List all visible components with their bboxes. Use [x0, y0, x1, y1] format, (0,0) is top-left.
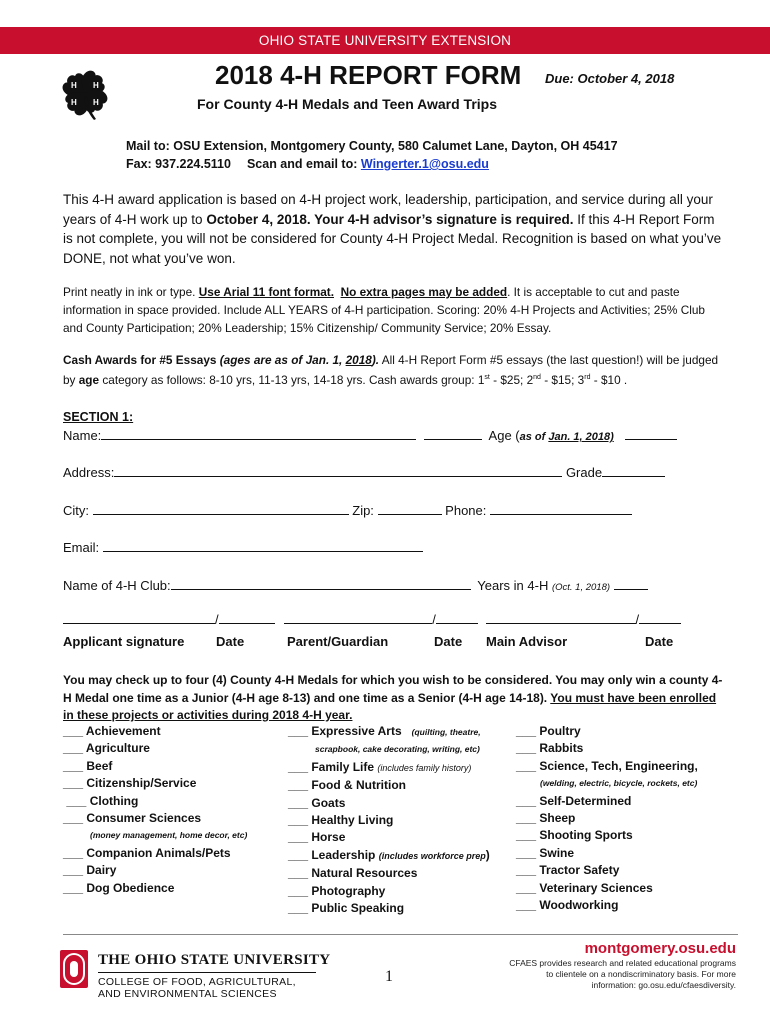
medal-option[interactable]: ___ Woodworking [516, 898, 619, 913]
name-field[interactable] [101, 428, 416, 440]
applicant-signature-field[interactable] [63, 612, 215, 624]
signature-lines: / / / [63, 612, 681, 627]
address-label: Address: [63, 465, 115, 480]
fax-scan-line [126, 155, 618, 173]
zip-label: Zip: [352, 503, 374, 518]
parent-date-field[interactable] [436, 612, 478, 624]
medal-option[interactable]: ___ Self-Determined [516, 793, 632, 808]
medal-option[interactable]: ___ Dog Obedience [63, 880, 175, 895]
medal-option[interactable]: ___ Agriculture [63, 741, 150, 756]
leadership-label: ___ Leadership [288, 847, 376, 862]
medal-option[interactable]: ___ Horse [288, 830, 346, 845]
mail-address: Mail to: OSU Extension, Montgomery County, 580 Calumet Lane, Dayton, OH 45417 [126, 139, 618, 153]
club-label: Name of 4-H Club: [63, 578, 171, 593]
medal-option[interactable]: ___ Photography [288, 883, 386, 898]
scan-label: Scan and email to: [246, 157, 361, 171]
city-row [63, 503, 632, 518]
form-title: 2018 4-H REPORT FORM [215, 60, 522, 90]
university-rule [98, 972, 316, 973]
zip-field[interactable] [378, 503, 442, 515]
page-number: 1 [385, 968, 393, 985]
medal-option[interactable]: ___ Natural Resources [288, 866, 418, 881]
cash-awards-text: All 4-H Report Form #5 essays (the last question!) will be judged by [63, 353, 719, 387]
medal-option-expressive-arts[interactable] [288, 723, 490, 741]
date-label-1: Date [216, 634, 245, 649]
years-label: Years in 4-H [477, 578, 552, 593]
medal-option[interactable]: ___ Swine [516, 845, 575, 860]
intro-text-end: If this 4-H Report Form is not complete, you will not be considered for County 4-H Project Medal. Recognition is based on what you’ve DONE, not what you’ve won. [63, 211, 722, 266]
medal-option[interactable]: ___ Shooting Sports [516, 828, 633, 843]
club-row [63, 578, 648, 593]
expressive-arts-note: (quilting, theatre, [411, 727, 481, 737]
instructions-text: Print neatly in ink or type. [63, 285, 199, 299]
medal-option[interactable]: ___ Science, Tech, Engineering, [516, 758, 698, 773]
parent-signature-field[interactable] [284, 612, 432, 624]
medal-option[interactable]: ___ Dairy [63, 863, 117, 878]
phone-label: Phone: [445, 503, 487, 518]
medal-enrollment-note: You must have been enrolled in these projects or activities during 2018 4-H year. [63, 690, 717, 722]
svg-text:H: H [71, 98, 77, 107]
instructions-paragraph [63, 283, 723, 337]
medal-option[interactable]: ___ Companion Animals/Pets [63, 845, 231, 860]
svg-text:H: H [93, 81, 99, 90]
intro-paragraph [63, 190, 723, 268]
intro-text: This 4-H award application is based on 4-H project work, leadership, participation, and service during all your years of 4-H work up to [63, 192, 713, 227]
website-link[interactable]: montgomery.osu.edu [584, 940, 736, 957]
expressive-arts-note-2: scrapbook, cake decorating, writing, etc) [315, 744, 480, 755]
age-date: Jan. 1, 2018) [548, 431, 614, 443]
cash-text-b: category as follows: 8-10 yrs, 11-13 yrs, 14-18 yrs. Cash awards group: 1 [99, 372, 485, 387]
email-label: Email: [63, 540, 100, 555]
ages-note: (ages are as of Jan. 1, [219, 353, 346, 367]
medal-option-family-life[interactable] [288, 759, 490, 777]
sup-2: nd [533, 374, 541, 381]
mailing-info [126, 137, 618, 173]
medal-option[interactable]: ___ Sheep [516, 811, 576, 826]
age-asof: as of [519, 431, 549, 443]
nondiscrimination-statement: CFAES provides research and related educational programs to clientele on a nondiscriminatory basis. For more information: go.osu.edu/cfaesdiversity. [509, 958, 736, 990]
medal-option[interactable]: ___ Clothing [63, 793, 139, 808]
expressive-arts-label: ___ Expressive Arts [288, 724, 402, 738]
family-life-label: ___ Family Life [288, 759, 375, 774]
phone-field[interactable] [490, 503, 632, 515]
medal-option[interactable]: ___ Beef [63, 758, 113, 773]
science-tech-note: (welding, electric, bicycle, rockets, etc) [540, 778, 698, 789]
ages-note-end: ). [371, 353, 380, 367]
consumer-sciences-note: (money management, home decor, etc) [90, 830, 248, 841]
medal-option[interactable]: ___ Healthy Living [288, 813, 394, 828]
medal-column-1 [63, 723, 247, 897]
svg-text:H: H [93, 98, 99, 107]
grade-label: Grade [565, 465, 603, 480]
age-label: Age ( [488, 428, 520, 443]
font-instruction: Use Arial 11 font format. [198, 285, 334, 299]
medal-option[interactable]: ___ Consumer Sciences [63, 811, 202, 826]
sup-3: rd [584, 374, 591, 381]
section-1-heading: SECTION 1: [63, 410, 134, 424]
parent-label: Parent/Guardian [287, 634, 389, 649]
age-field[interactable] [625, 428, 677, 440]
medal-option[interactable]: ___ Public Speaking [288, 901, 405, 916]
name-row [63, 428, 677, 443]
medal-option-leadership[interactable] [288, 847, 490, 865]
medal-option[interactable]: ___ Food & Nutrition [288, 778, 406, 793]
city-field[interactable] [93, 503, 349, 515]
university-name: THE OHIO STATE UNIVERSITY [98, 952, 331, 968]
form-subtitle: For County 4-H Medals and Teen Award Trips [197, 96, 498, 112]
advisor-signature-field[interactable] [486, 612, 636, 624]
advisor-date-field[interactable] [639, 612, 681, 624]
city-label: City: [63, 503, 89, 518]
medal-column-2 [288, 723, 490, 917]
medal-option[interactable]: ___ Citizenship/Service [63, 776, 197, 791]
intro-signature-note: . Your 4-H advisor’s signature is required. [306, 211, 574, 227]
cash-awards-paragraph [63, 351, 723, 389]
medal-option[interactable]: ___ Tractor Safety [516, 863, 620, 878]
grade-field[interactable] [602, 465, 665, 477]
email-link[interactable]: Wingerter.1@osu.edu [360, 157, 489, 171]
4-h-clover-icon [60, 66, 110, 122]
college-name [98, 976, 296, 1000]
medal-option[interactable]: ___ Goats [288, 795, 346, 810]
leadership-note: (includes workforce prep [378, 850, 486, 861]
cash-awards-lead: Cash Awards for #5 Essays [63, 353, 220, 367]
name-field-extra[interactable] [424, 428, 482, 440]
email-row [63, 540, 423, 555]
medal-option[interactable]: ___ Veterinary Sciences [516, 880, 653, 895]
sup-1: st [484, 374, 490, 381]
date-label-3: Date [645, 634, 674, 649]
medal-option[interactable]: ___ Achievement [63, 724, 161, 738]
medal-intro-text: You may check up to four (4) County 4-H Medals for which you wish to be considered. You may only win a county 4-H Medal one time as a Junior (4-H age 8-13) and one time as a Senior (4-H age 14-18). [63, 673, 723, 705]
leadership-note-end: ) [485, 847, 490, 862]
advisor-label: Main Advisor [486, 634, 568, 649]
medal-option[interactable]: ___ Poultry [516, 724, 581, 738]
age-word: age [78, 372, 100, 387]
fax-number: Fax: 937.224.5110 [126, 157, 231, 171]
applicant-label: Applicant signature [63, 634, 185, 649]
medal-instructions [63, 672, 723, 725]
intro-date: October 4, 2018 [206, 211, 307, 227]
family-life-note: (includes family history) [377, 762, 472, 773]
email-field[interactable] [103, 540, 423, 552]
date-label-2: Date [434, 634, 463, 649]
address-field[interactable] [114, 465, 562, 477]
name-label: Name: [63, 428, 102, 443]
medal-option[interactable]: ___ Rabbits [516, 741, 584, 756]
block-o-logo-icon [60, 950, 88, 988]
club-field[interactable] [171, 578, 471, 590]
ages-year: 2018 [345, 353, 372, 367]
years-field[interactable] [614, 578, 648, 590]
years-note: (Oct. 1, 2018) [551, 582, 611, 593]
cash-text-c: - $25; 2 [489, 372, 534, 387]
footer-divider [63, 934, 738, 935]
extension-banner: OHIO STATE UNIVERSITY EXTENSION [0, 27, 770, 54]
no-extra-pages: No extra pages may be added [340, 285, 508, 299]
college-line-1: COLLEGE OF FOOD, AGRICULTURAL, [98, 976, 296, 988]
cash-text-d: - $15; 3 [540, 372, 585, 387]
instructions-text-end: . It is acceptable to cut and paste information in space provided. Include ALL YEARS of 4-H participation. Scoring: 20% 4-H Projects and Activities; 25% Club and County Participation; 20% Leadership; 15% Citizenship/ Community Service; 20% Essay. [63, 285, 705, 335]
svg-text:H: H [71, 81, 77, 90]
applicant-date-field[interactable] [219, 612, 275, 624]
cash-text-e: - $10 . [590, 372, 628, 387]
medal-column-3 [516, 723, 698, 914]
college-line-2: AND ENVIRONMENTAL SCIENCES [98, 988, 277, 1000]
address-row [63, 465, 665, 480]
due-date: Due: October 4, 2018 [545, 71, 675, 86]
